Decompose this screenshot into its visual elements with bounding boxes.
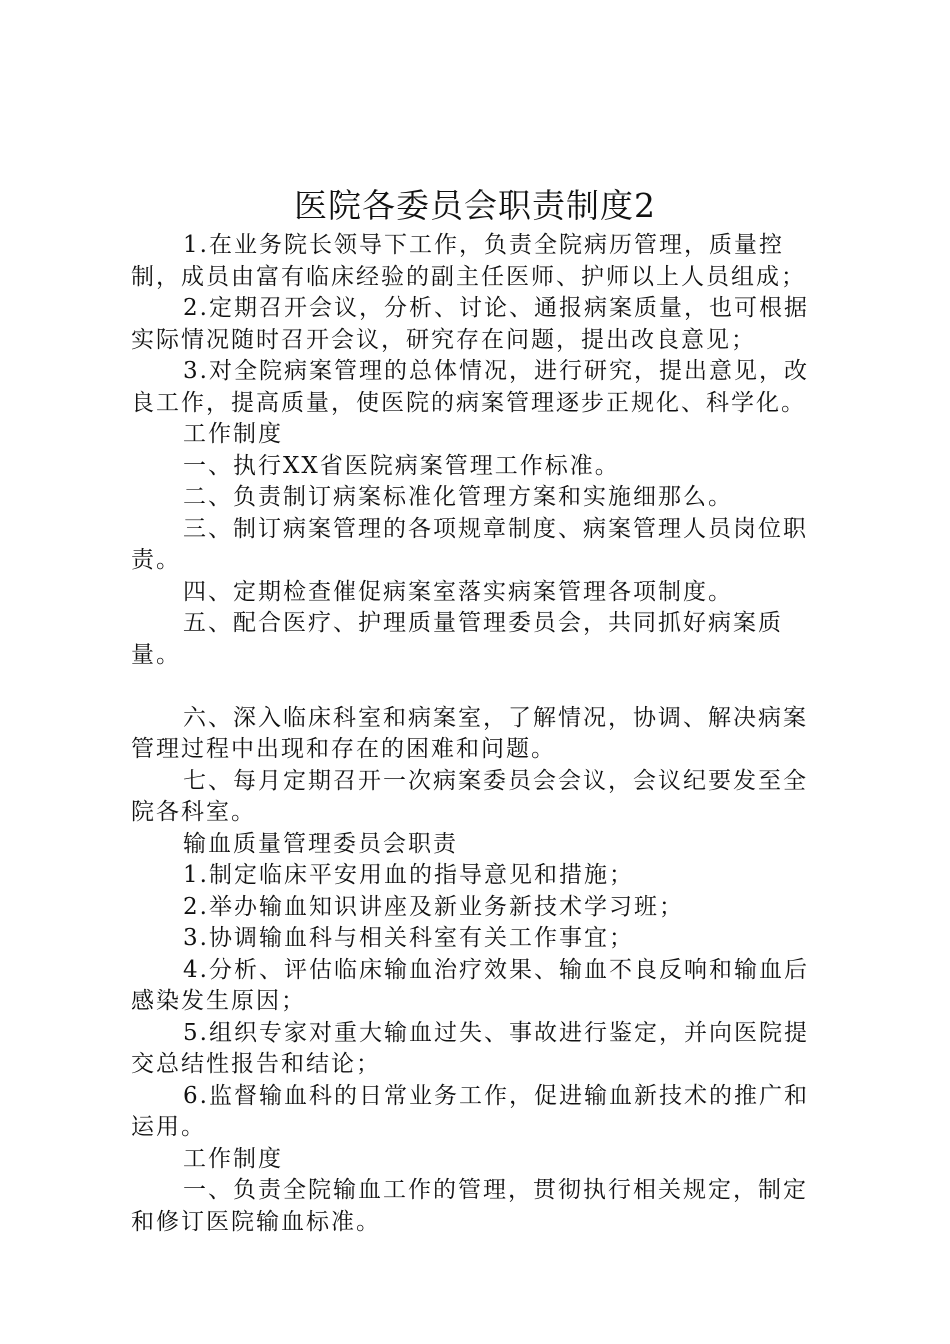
paragraph-committee-duty-2: 2.定期召开会议，分析、讨论、通报病案质量，也可根据实际情况随时召开会议，研究存在问题，提出改良意见； (131, 295, 809, 353)
document-body (131, 230, 821, 1238)
paragraph-blood-duty-1: 1.制定临床平安用血的指导意见和措施； (183, 862, 634, 888)
paragraph-blood-duty-4: 4.分析、评估临床输血治疗效果、输血不良反响和输血后感染发生原因； (131, 956, 809, 1014)
paragraph-blood-rule-1: 一、负责全院输血工作的管理，贯彻执行相关规定，制定和修订医院输血标准。 (131, 1177, 808, 1235)
paragraph-rule-3: 三、制订病案管理的各项规章制度、病案管理人员岗位职责。 (131, 515, 808, 573)
paragraph-rule-7: 七、每月定期召开一次病案委员会会议，会议纪要发至全院各科室。 (131, 767, 808, 825)
paragraph-rule-2: 二、负责制订病案标准化管理方案和实施细那么。 (183, 484, 733, 510)
paragraph-blood-duty-2: 2.举办输血知识讲座及新业务新技术学习班； (183, 893, 684, 920)
paragraph-committee-duty-1: 1.在业务院长领导下工作，负责全院病历管理，质量控制，成员由富有临床经验的副主任医师、护师以上人员组成； (131, 232, 806, 290)
paragraph-rule-5: 五、配合医疗、护理质量管理委员会，共同抓好病案质量。 (131, 610, 783, 668)
paragraph-blood-duty-3: 3.协调输血科与相关科室有关工作事宜； (183, 925, 634, 951)
section-heading-blood-committee: 输血质量管理委员会职责 (183, 830, 458, 857)
paragraph-blood-duty-5: 5.组织专家对重大输血过失、事故进行鉴定，并向医院提交总结性报告和结论； (131, 1019, 809, 1077)
document-title: 医院各委员会职责制度2 (294, 186, 656, 225)
section-heading-work-system-2: 工作制度 (183, 1145, 283, 1172)
paragraph-blood-duty-6: 6.监督输血科的日常业务工作，促进输血新技术的推广和运用。 (131, 1082, 809, 1140)
blank-line (131, 671, 821, 703)
paragraph-committee-duty-3: 3.对全院病案管理的总体情况，进行研究，提出意见，改良工作，提高质量，使医院的病案管理逐步正规化、科学化。 (131, 358, 809, 416)
section-heading-work-system: 工作制度 (183, 421, 283, 447)
paragraph-rule-1: 一、执行XX省医院病案管理工作标准。 (183, 452, 620, 479)
paragraph-rule-6: 六、深入临床科室和病案室，了解情况，协调、解决病案管理过程中出现和存在的困难和问题。 (131, 704, 808, 762)
paragraph-rule-4: 四、定期检查催促病案室落实病案管理各项制度。 (183, 578, 733, 605)
